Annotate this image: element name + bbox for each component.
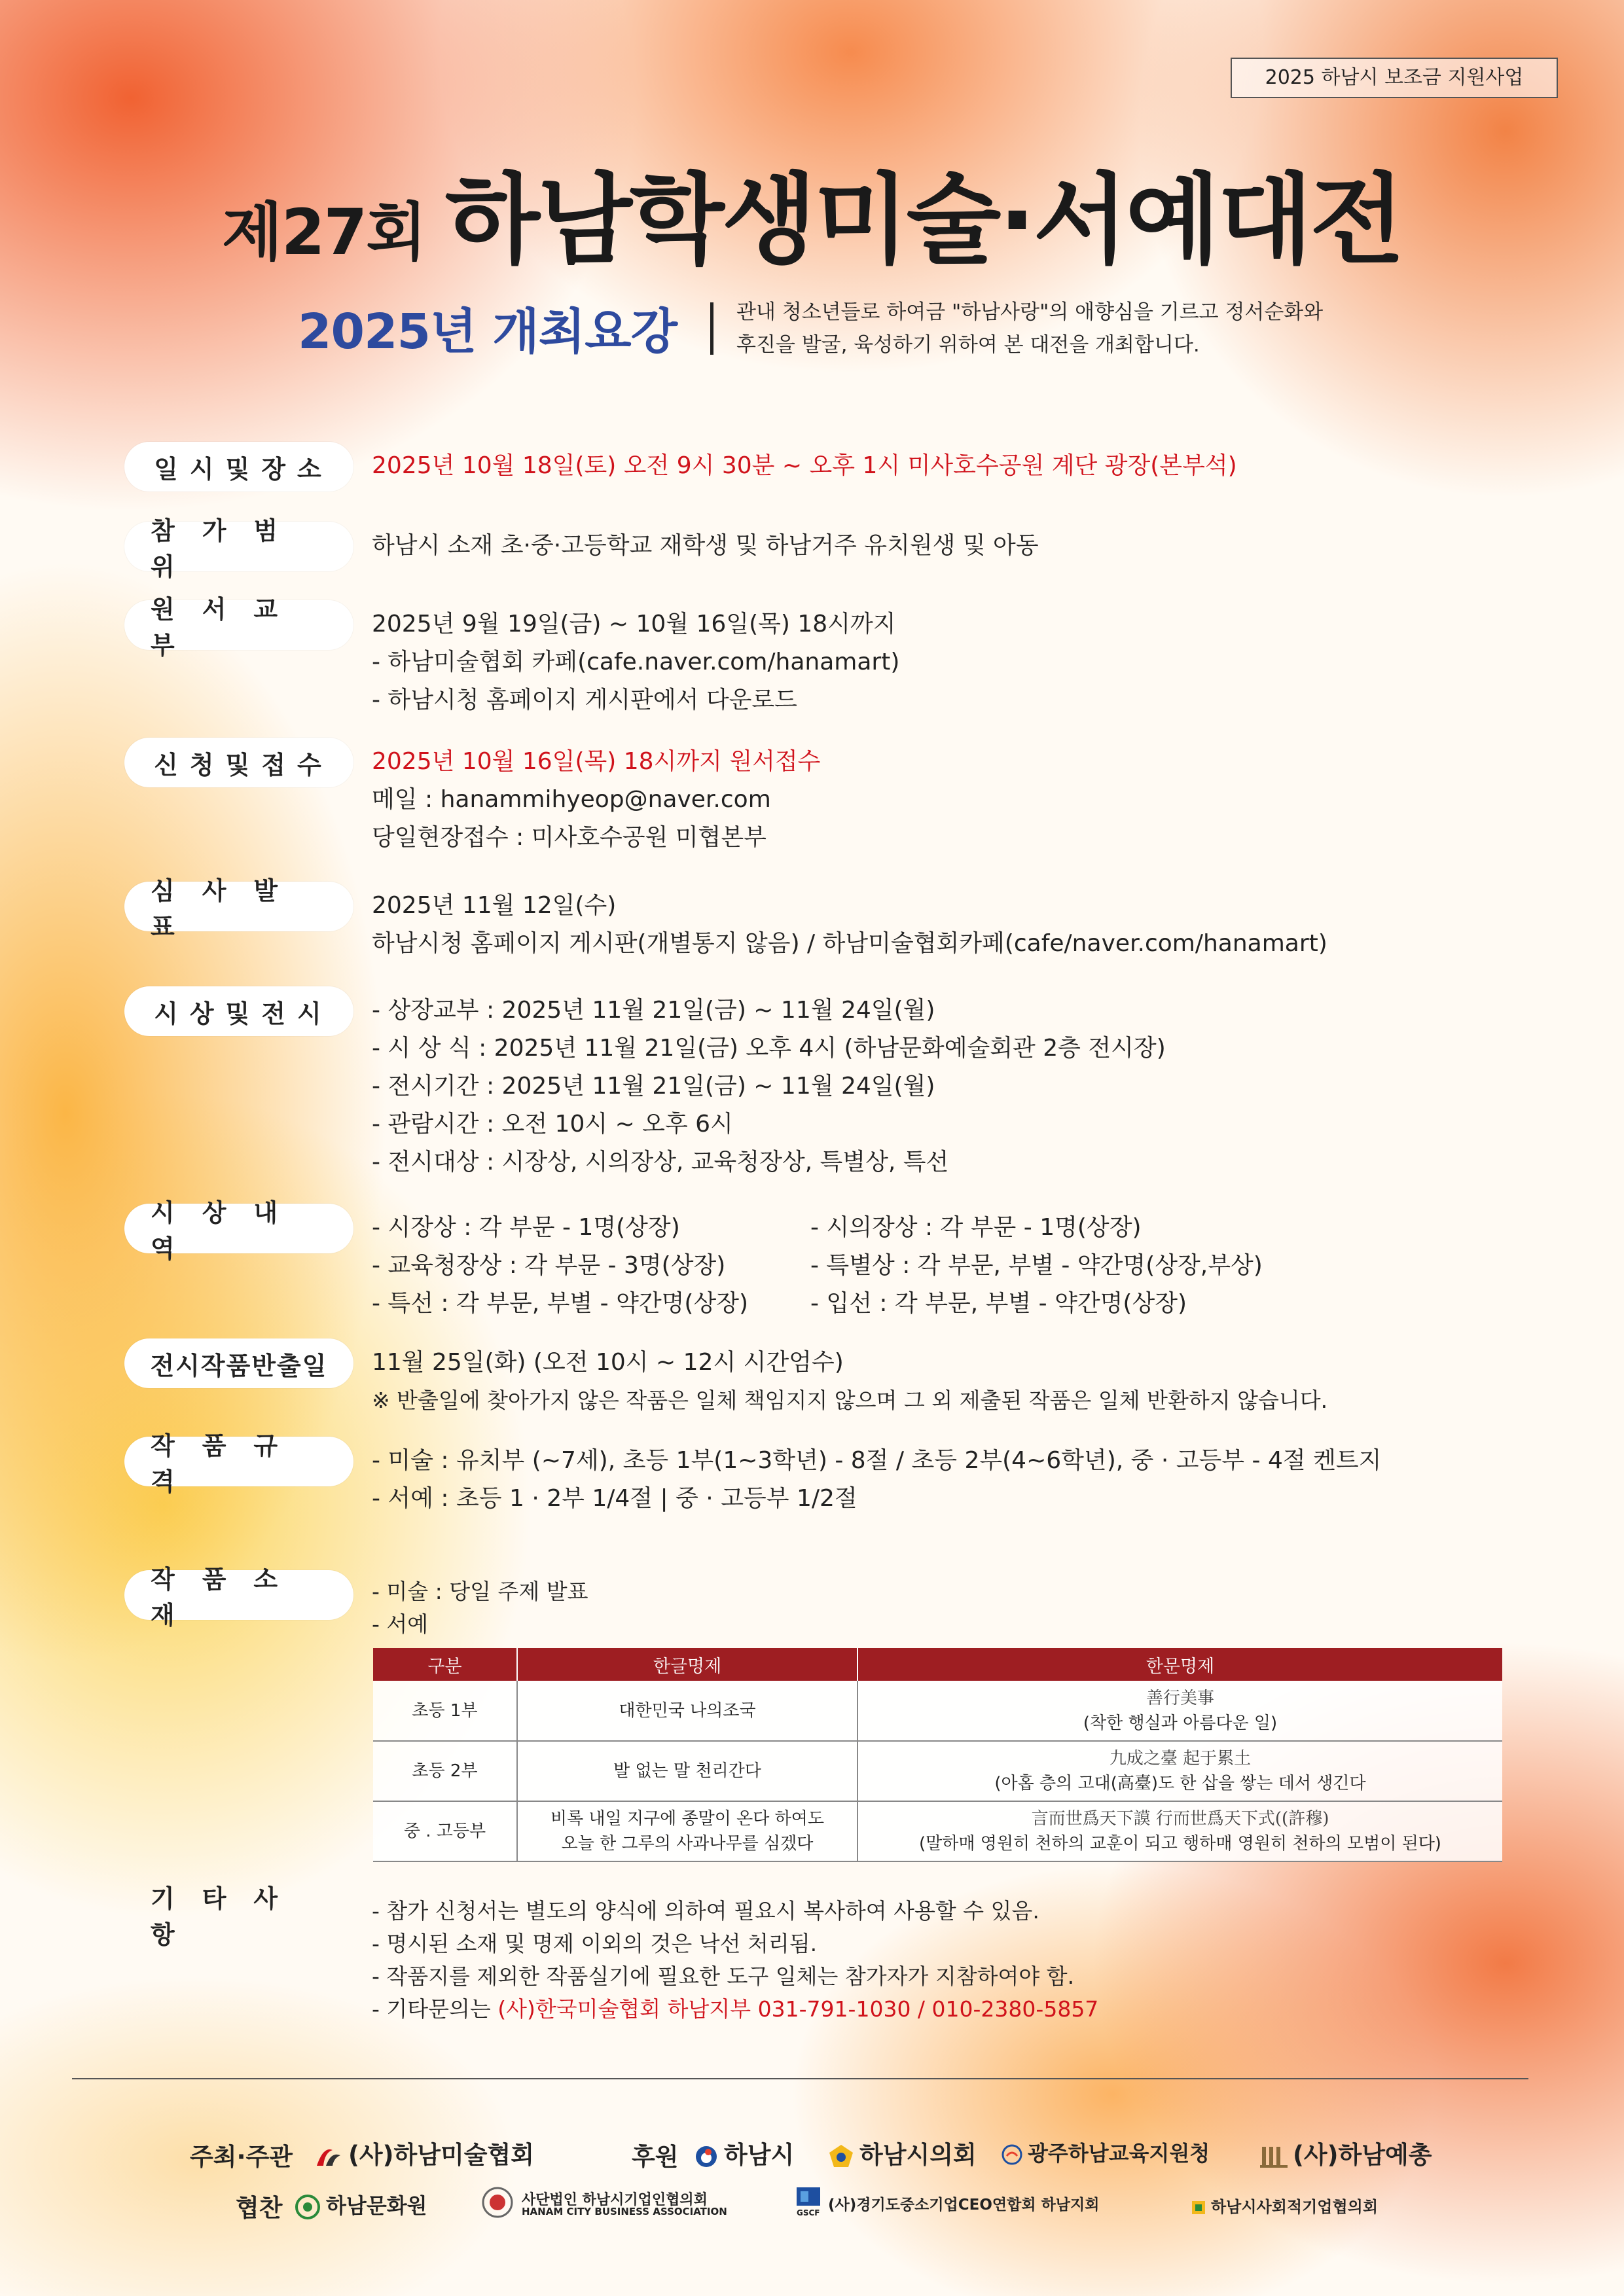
- section-label: 일시및장소: [124, 442, 353, 492]
- sponsor-education-office: [1001, 2137, 1210, 2167]
- award-exhibit-line: - 관람시간 : 오전 10시 ~ 오후 6시: [372, 1111, 733, 1138]
- schedule-text: 2025년 10월 18일(토) 오전 9시 30분 ~ 오후 1시 미사호수공원 계단 광장(본부석): [372, 452, 1237, 479]
- host-org: [314, 2135, 534, 2170]
- section-label: 시상및전시: [124, 986, 353, 1036]
- table-row: [373, 1741, 1502, 1801]
- table-cell-division: 초등 2부: [373, 1741, 517, 1801]
- coop-name: 하남문화원: [326, 2193, 427, 2218]
- page-title: [0, 141, 1624, 282]
- award-exhibit-line: - 시 상 식 : 2025년 11월 21일(금) 오후 4시 (하남문화예술회관 2층 전시장): [372, 1035, 1166, 1062]
- table-cell-hanja: [857, 1741, 1502, 1801]
- etc-item: - 작품지를 제외한 작품실기에 필요한 도구 일체는 참가자가 지참하여야 함.: [372, 1964, 1075, 1989]
- sponsor-label: 후원: [632, 2143, 679, 2171]
- section-label: 작품규격: [124, 1437, 353, 1486]
- table-header: 한글명제: [517, 1648, 857, 1681]
- coop-label: 협찬: [236, 2194, 283, 2222]
- coop-culture-center: [295, 2189, 427, 2220]
- calligraphy-theme-table: [373, 1648, 1502, 1862]
- table-row: [373, 1681, 1502, 1741]
- awards-right-col: [810, 1209, 1465, 1323]
- awards-left-col: [372, 1209, 810, 1323]
- etc-item: - 명시된 소재 및 명제 이외의 것은 낙선 처리됨.: [372, 1931, 818, 1956]
- footer-divider: [72, 2078, 1528, 2079]
- coop-name: 사단법인 하남시기업인협의회: [522, 2192, 708, 2208]
- sponsor-name: 하남시: [724, 2141, 795, 2169]
- sponsor-name: 하남시의회: [859, 2141, 977, 2169]
- announcement-where: 하남시청 홈페이지 게시판(개별통지 않음) / 하남미술협회카페(cafe/naver.com/hanamart): [372, 930, 1327, 957]
- application-download: - 하남시청 홈페이지 게시판에서 다운로드: [372, 687, 797, 713]
- sponsor-arts-federation: [1260, 2135, 1432, 2170]
- sponsor-council: [828, 2135, 977, 2170]
- gscf-logo-text: GSCF: [797, 2208, 820, 2217]
- sponsor-hanam-city: [694, 2135, 794, 2170]
- table-row: [373, 1801, 1502, 1861]
- table-header: 한문명제: [857, 1648, 1502, 1681]
- art-association-logo-icon: [314, 2144, 343, 2170]
- intro-line: 관내 청소년들로 하여금 "하남사랑"의 애향심을 기르고 정서순화와: [736, 300, 1324, 324]
- submission-onsite: 당일현장접수 : 미사호수공원 미협본부: [372, 824, 767, 851]
- social-enterprise-logo-icon: [1191, 2200, 1206, 2215]
- culture-center-logo-icon: [295, 2194, 321, 2220]
- table-header-row: [373, 1648, 1502, 1681]
- award-item: - 특선 : 각 부문, 부별 - 약간명(상장): [372, 1290, 749, 1317]
- sponsor-name: (사)하남예총: [1293, 2141, 1432, 2169]
- subject-art: - 미술 : 당일 주제 발표: [372, 1579, 588, 1604]
- etc-item: [372, 1993, 1615, 2026]
- table-cell-korean: 발 없는 말 천리간다: [517, 1741, 857, 1801]
- korean-line: 오늘 한 그루의 사과나무를 심겠다: [561, 1834, 814, 1854]
- table-header: 구분: [373, 1648, 517, 1681]
- etc-contact-prefix: - 기타문의는: [372, 1996, 498, 2022]
- hanja-text: 言而世爲天下謨 行而世爲天下式((許穆): [1031, 1809, 1329, 1829]
- award-exhibit-line: - 전시대상 : 시장상, 시의장상, 교육청장상, 특별상, 특선: [372, 1149, 949, 1175]
- award-item: - 입선 : 각 부문, 부별 - 약간명(상장): [810, 1290, 1187, 1317]
- award-item: - 시장상 : 각 부문 - 1명(상장): [372, 1214, 680, 1241]
- hanja-meaning: (아홉 층의 고대(高臺)도 한 삽을 쌓는 데서 생긴다: [994, 1774, 1366, 1793]
- award-item: - 교육청장상 : 각 부문 - 3명(상장): [372, 1252, 726, 1279]
- table-cell-division: 중 . 고등부: [373, 1801, 517, 1861]
- etc-contact: (사)한국미술협회 하남지부 031-791-1030 / 010-2380-5857: [497, 1996, 1099, 2022]
- table-cell-korean: 대한민국 나의조국: [517, 1681, 857, 1741]
- spec-art: - 미술 : 유치부 (~7세), 초등 1부(1~3학년) - 8절 / 초등 2부(4~6학년), 중 · 고등부 - 4절 켄트지: [372, 1447, 1382, 1474]
- title-prefix: 제27회: [221, 196, 426, 269]
- award-item: - 시의장상 : 각 부문 - 1명(상장): [810, 1214, 1142, 1241]
- title-main: 하남학생미술·서예대전: [445, 164, 1403, 278]
- section-label: 참가범위: [124, 522, 353, 571]
- section-label: 기타사항: [151, 1884, 306, 1949]
- subtitle: 2025년 개최요강: [298, 304, 677, 360]
- intro-line: 후진을 발굴, 육성하기 위하여 본 대전을 개최합니다.: [736, 333, 1200, 357]
- application-date: 2025년 9월 19일(금) ~ 10월 16일(목) 18시까지: [372, 611, 896, 637]
- coop-name: (사)경기도중소기업CEO연합회 하남지회: [828, 2197, 1100, 2214]
- coop-name-english: HANAM CITY BUSINESS ASSOCIATION: [522, 2206, 727, 2217]
- table-cell-hanja: [857, 1681, 1502, 1741]
- coop-social-enterprise: [1191, 2194, 1378, 2217]
- section-label: 신청및접수: [124, 738, 353, 787]
- award-exhibit-line: - 상장교부 : 2025년 11월 21일(금) ~ 11월 24일(월): [372, 997, 935, 1024]
- section-content: [372, 1344, 1615, 1420]
- return-date: 11월 25일(화) (오전 10시 ~ 12시 시간엄수): [372, 1349, 844, 1376]
- submission-email: 메일 : hanammihyeop@naver.com: [372, 786, 771, 813]
- table-cell-division: 초등 1부: [373, 1681, 517, 1741]
- section-content: [372, 1209, 1615, 1323]
- section-content: [372, 447, 1615, 485]
- council-emblem-icon: [828, 2144, 854, 2170]
- hanja-meaning: (말하매 영원히 천하의 교훈이 되고 행하매 영원히 천하의 모범이 된다): [919, 1834, 1441, 1854]
- award-exhibit-line: - 전시기간 : 2025년 11월 21일(금) ~ 11월 24일(월): [372, 1073, 935, 1100]
- education-office-logo-icon: [1001, 2144, 1022, 2165]
- submission-deadline: 2025년 10월 16일(목) 18시까지 원서접수: [372, 748, 821, 775]
- subject-calligraphy: - 서예: [372, 1611, 429, 1637]
- subsidy-badge: 2025 하남시 보조금 지원사업: [1231, 58, 1558, 98]
- hanja-meaning: (착한 행실과 아름다운 일): [1083, 1713, 1278, 1733]
- section-content: [372, 743, 1615, 857]
- announcement-date: 2025년 11월 12일(수): [372, 892, 617, 919]
- table-cell-hanja: [857, 1801, 1502, 1861]
- section-content: [372, 605, 1615, 719]
- eligibility-text: 하남시 소재 초·중·고등학교 재학생 및 하남거주 유치원생 및 아동: [372, 532, 1039, 559]
- hanja-text: 善行美事: [1146, 1688, 1214, 1708]
- section-label: 심사발표: [124, 882, 353, 931]
- subtitle-divider: [710, 302, 713, 355]
- section-label: 전시작품반출일: [124, 1338, 353, 1388]
- korean-line: 비록 내일 지구에 종말이 온다 하여도: [550, 1809, 825, 1829]
- section-content: [372, 1895, 1615, 2026]
- section-label: 시상내역: [124, 1204, 353, 1253]
- return-notice: ※ 반출일에 찾아가지 않은 작품은 일체 책임지지 않으며 그 외 제출된 작품은 일체 반환하지 않습니다.: [372, 1388, 1328, 1413]
- table-cell-korean: [517, 1801, 857, 1861]
- hanja-text: 九成之臺 起于累土: [1109, 1749, 1252, 1768]
- section-content: [372, 887, 1615, 963]
- application-cafe: - 하남미술협회 카페(cafe.naver.com/hanamart): [372, 649, 900, 675]
- award-item: - 특별상 : 각 부문, 부별 - 약간명(상장,부상): [810, 1252, 1263, 1279]
- section-content: [372, 527, 1615, 565]
- host-label: 주최·주관: [190, 2143, 293, 2171]
- host-name: (사)하남미술협회: [348, 2141, 535, 2169]
- section-label: 작품소재: [124, 1570, 353, 1620]
- arts-federation-logo-icon: [1260, 2144, 1288, 2169]
- section-label: 원서교부: [124, 600, 353, 650]
- section-content: [372, 1442, 1615, 1518]
- spec-calligraphy: - 서예 : 초등 1 · 2부 1/4절 | 중 · 고등부 1/2절: [372, 1485, 857, 1512]
- section-content: [372, 1575, 1615, 1641]
- coop-name: 하남시사회적기업협의회: [1211, 2198, 1379, 2216]
- intro-text: [736, 296, 1323, 361]
- business-association-logo-icon: [481, 2186, 514, 2219]
- sponsor-name: 광주하남교육지원청: [1028, 2141, 1210, 2166]
- hanam-city-logo-icon: [694, 2144, 719, 2169]
- section-content: [372, 992, 1615, 1181]
- etc-item: - 참가 신청서는 별도의 양식에 의하여 필요시 복사하여 사용할 수 있음.: [372, 1898, 1039, 1924]
